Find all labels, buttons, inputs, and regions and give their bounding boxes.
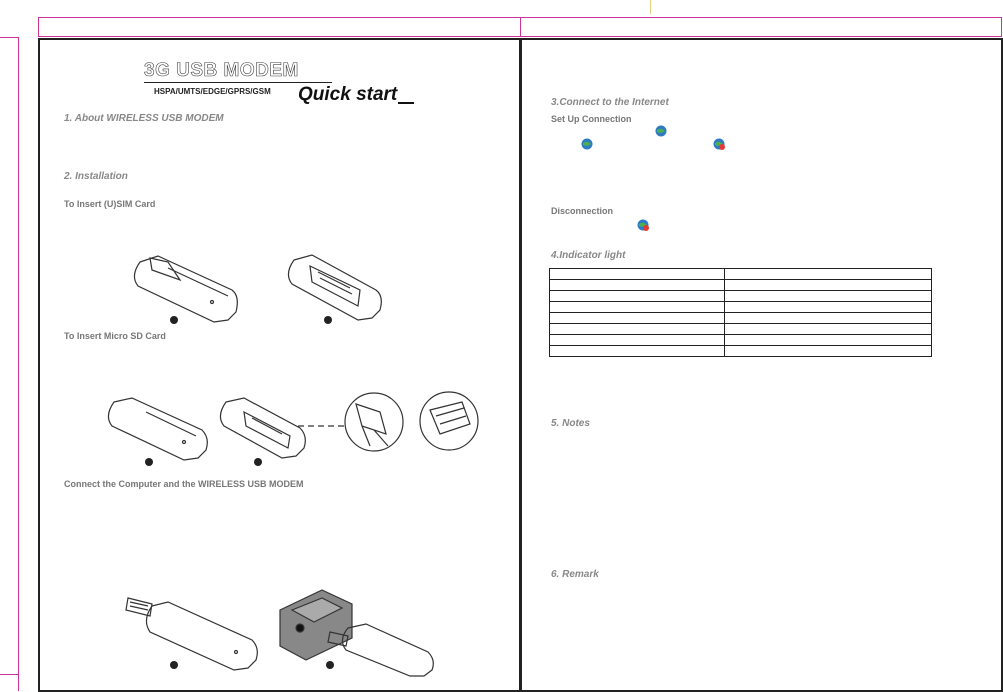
connect-laptop bbox=[280, 590, 352, 660]
table-row bbox=[550, 280, 932, 291]
step-dot bbox=[326, 661, 334, 669]
step-dot bbox=[324, 316, 332, 324]
table-row bbox=[550, 302, 932, 313]
step-dot bbox=[170, 316, 178, 324]
section-installation: 2. Installation bbox=[64, 171, 128, 182]
sd-modem-1 bbox=[108, 398, 207, 460]
table-row bbox=[550, 269, 932, 280]
disconnect-globe-icon bbox=[637, 219, 649, 231]
table-row bbox=[550, 291, 932, 302]
sim-modem-1 bbox=[134, 256, 237, 322]
section-about: 1. About WIRELESS USB MODEM bbox=[64, 113, 224, 124]
document-title: 3G USB MODEM bbox=[144, 60, 299, 81]
sd-modem-2 bbox=[220, 398, 305, 458]
table-row bbox=[550, 313, 932, 324]
connect-globe-icon bbox=[581, 138, 593, 150]
section-notes: 5. Notes bbox=[551, 418, 590, 429]
setup-connection-heading: Set Up Connection bbox=[551, 114, 632, 124]
disconnection-heading: Disconnection bbox=[551, 206, 614, 216]
table-row bbox=[550, 346, 932, 357]
section-connect-internet: 3.Connect to the Internet bbox=[551, 97, 669, 108]
connect-modem-1 bbox=[126, 598, 257, 670]
connect-globe-icon bbox=[655, 125, 667, 137]
section-indicator: 4.Indicator light bbox=[551, 250, 626, 261]
quickstart-label: Quick start bbox=[298, 84, 398, 105]
indicator-table bbox=[549, 268, 932, 357]
insert-sim-heading: To Insert (U)SIM Card bbox=[64, 199, 156, 209]
sd-detail-circle-1 bbox=[345, 393, 403, 451]
sd-detail-circle-2 bbox=[420, 392, 478, 450]
step-dot bbox=[145, 458, 153, 466]
table-row bbox=[550, 324, 932, 335]
step-dot bbox=[170, 661, 178, 669]
sim-modem-2 bbox=[288, 255, 381, 320]
table-row bbox=[550, 335, 932, 346]
disconnect-globe-icon bbox=[713, 138, 725, 150]
section-remark: 6. Remark bbox=[551, 569, 599, 580]
insert-sd-heading: To Insert Micro SD Card bbox=[64, 331, 166, 341]
step-dot bbox=[254, 458, 262, 466]
connect-computer-heading: Connect the Computer and the WIRELESS USB MODEM bbox=[64, 479, 304, 489]
document-subtitle: HSPA/UMTS/EDGE/GPRS/GSM bbox=[154, 87, 271, 96]
